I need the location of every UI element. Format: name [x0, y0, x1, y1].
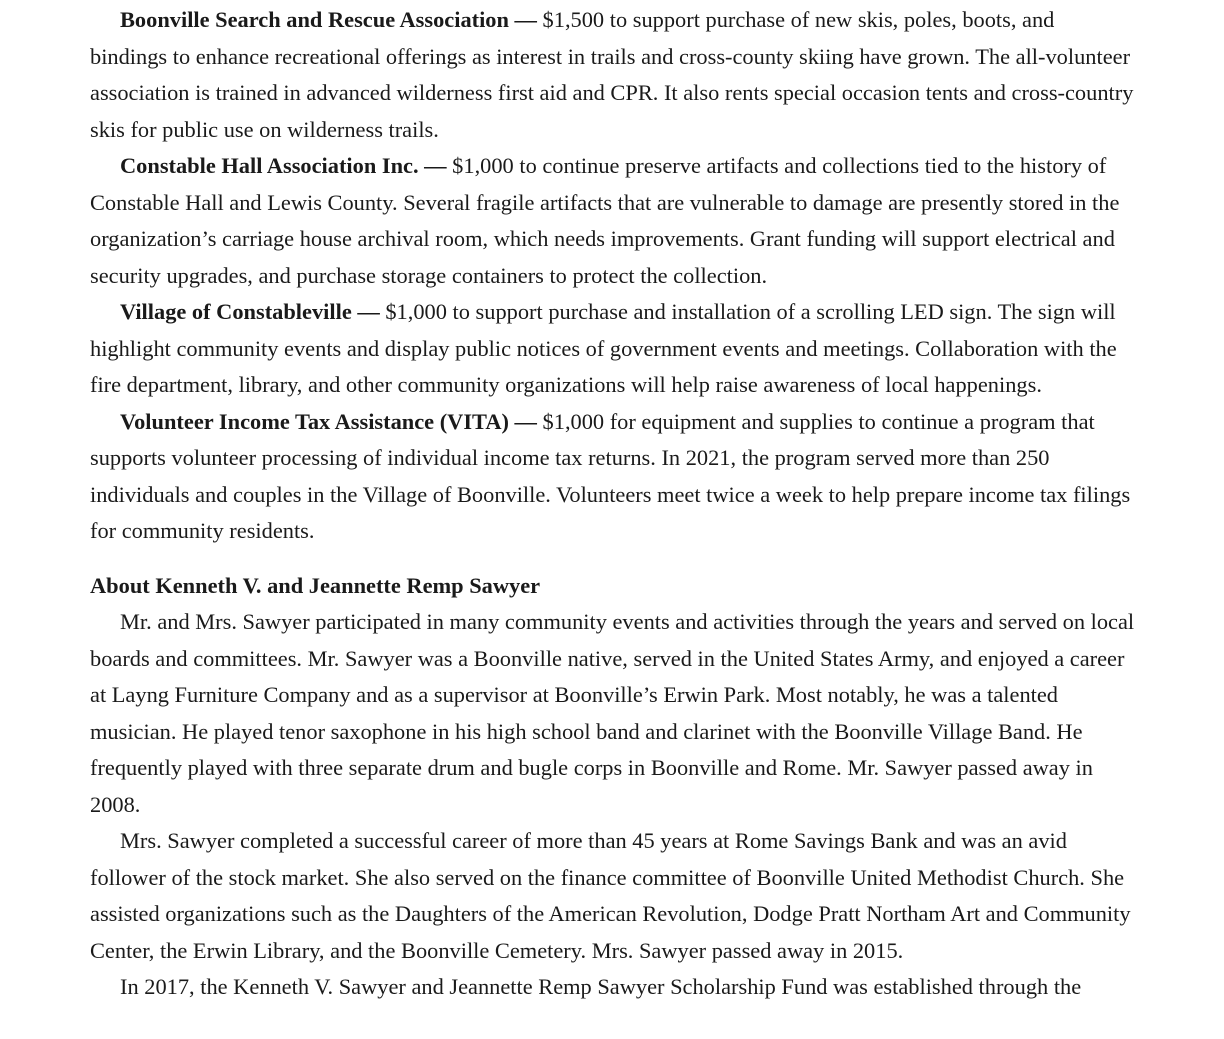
grant-organization: Volunteer Income Tax Assistance (VITA) —	[120, 408, 537, 434]
grant-paragraph	[90, 404, 1136, 550]
grant-description: $1,000 to support purchase and installation of a scrolling LED sign. The sign will highlight community events and display public notices of government events and meetings. Collaboration with the fire department, library, and other community organizations will help raise awareness of local happenings.	[90, 299, 1117, 397]
grant-organization: Constable Hall Association Inc. —	[120, 153, 447, 178]
section-heading: About Kenneth V. and Jeannette Remp Sawyer	[90, 572, 541, 598]
grant-description: $1,000 to continue preserve artifacts and collections tied to the history of Constable Hall and Lewis County. Several fragile artifacts that are vulnerable to damage are presently stored in the organization’s carriage house archival room, which needs improvements. Grant funding will support electrical and security upgrades, and purchase storage containers to protect the collection.	[90, 153, 1120, 288]
body-paragraph: Mr. and Mrs. Sawyer participated in many community events and activities through the years and served on local boards and committees. Mr. Sawyer was a Boonville native, served in the United States Army, and enjoyed a career at Layng Furniture Company and as a supervisor at Boonville’s Erwin Park. Most notably, he was a talented musician. He played tenor saxophone in his high school band and clarinet with the Boonville Village Band. He frequently played with three separate drum and bugle corps in Boonville and Rome. Mr. Sawyer passed away in 2008.	[90, 609, 1135, 817]
body-paragraph: Mrs. Sawyer completed a successful career of more than 45 years at Rome Savings Bank and was an avid follower of the stock market. She also served on the finance committee of Boonville United Methodist Church. She assisted organizations such as the Daughters of the American Revolution, Dodge Pratt Northam Art and Community Center, the Erwin Library, and the Boonville Cemetery. Mrs. Sawyer passed away in 2015.	[90, 828, 1131, 963]
grant-paragraph	[90, 2, 1136, 148]
grant-paragraph	[90, 294, 1136, 404]
document-page	[90, 2, 1136, 1006]
grant-paragraph	[90, 148, 1136, 294]
grant-description: $1,000 for equipment and supplies to continue a program that supports volunteer processing of individual income tax returns. In 2021, the program served more than 250 individuals and couples in the Village of Boonville. Volunteers meet twice a week to help prepare income tax filings for community residents.	[90, 408, 1131, 543]
grant-description: $1,500 to support purchase of new skis, poles, boots, and bindings to enhance recreational offerings as interest in trails and cross-county skiing have grown. The all-volunteer association is trained in advanced wilderness first aid and CPR. It also rents special occasion tents and cross-country skis for public use on wilderness trails.	[90, 7, 1134, 142]
body-paragraph: In 2017, the Kenneth V. Sawyer and Jeannette Remp Sawyer Scholarship Fund was established through the	[120, 974, 1082, 999]
grant-organization: Village of Constableville —	[120, 299, 380, 324]
grant-organization: Boonville Search and Rescue Association —	[120, 7, 537, 32]
